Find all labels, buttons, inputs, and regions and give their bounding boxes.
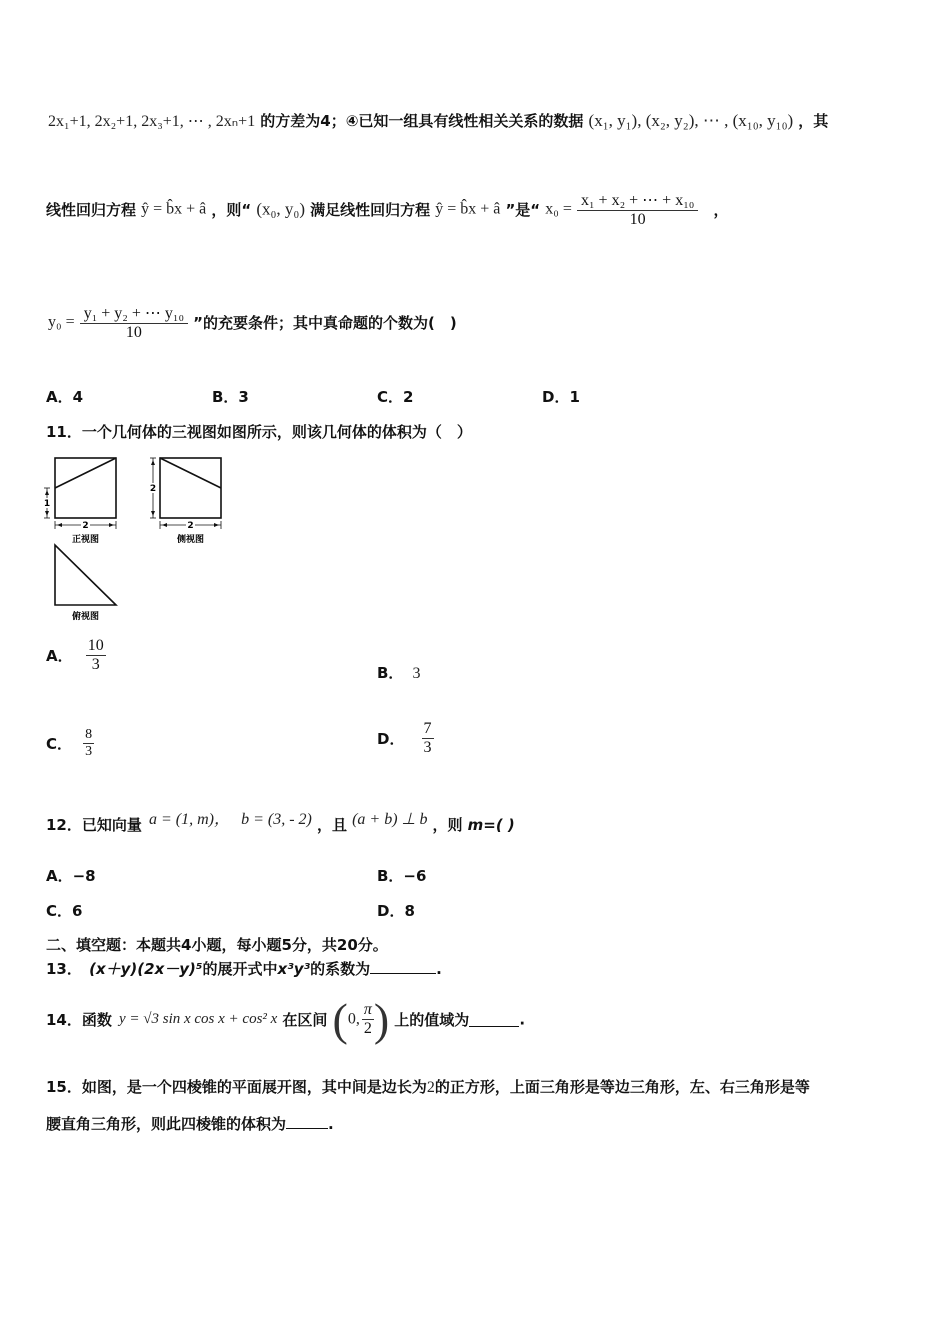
q10-line2-b: ，则“ (211, 201, 252, 219)
q11-stem: 11．一个几何体的三视图如图所示，则该几何体的体积为（ ） (46, 423, 472, 441)
q12-option-c[interactable]: C．6 (46, 902, 83, 920)
q15-line1-a: 15．如图，是一个四棱锥的平面展开图，其中间是边长为 (46, 1078, 427, 1096)
q14-interval: (0, $\frac{\pi}{2}$ ) (332, 994, 390, 1045)
q12-vector-b: b = (3, - 2) (241, 811, 312, 828)
q10-sequence: 2x₁+1, 2x₂+1, 2x₃+1, ⋯ , 2xₙ+1 (48, 113, 256, 130)
q13-expression: (x＋y)(2x－y)⁵ (89, 960, 203, 978)
q14-answer-blank[interactable] (469, 1012, 519, 1027)
q12-stem-b: ，且 (316, 816, 347, 834)
q10-point: (x₀, y₀) (256, 199, 305, 219)
q15-side-length: 2 (426, 1079, 435, 1096)
top-view (55, 545, 116, 622)
front-view (44, 458, 116, 545)
q14-end: . (519, 1010, 526, 1029)
q13-end: . (436, 960, 442, 978)
q15-line2-a: 腰直角三角形，则此四棱锥的体积为 (46, 1115, 287, 1133)
q11-option-a-num: 10 (87, 637, 104, 654)
q11-option-c[interactable] (46, 727, 94, 760)
q12-stem-d: m=( ) (467, 816, 515, 834)
q10-option-a[interactable]: A．4 (46, 388, 84, 406)
q15-line1 (46, 1076, 810, 1097)
q10-y0-lhs: y₀ = (48, 313, 75, 331)
q14-interval-num: π (363, 1001, 372, 1018)
q11-option-b[interactable] (377, 662, 421, 683)
q14-text-b: 上的值域为 (394, 1011, 470, 1029)
q10-y0-denominator: 10 (125, 324, 142, 341)
side-dim-height: 2 (149, 484, 157, 494)
q11-option-a[interactable] (46, 637, 106, 674)
top-view-label: 俯视图 (71, 612, 100, 622)
section2-title: 二、填空题：本题共4小题，每小题5分，共20分。 (46, 936, 388, 954)
q14-line (46, 993, 525, 1046)
q12-stem-c: ，则 (432, 816, 463, 834)
q15-line2 (46, 1113, 334, 1134)
q10-data-points: (x₁, y₁), (x₂, y₂), ⋯ , (x₁₀, y₁₀) (588, 111, 794, 130)
q15-line1-b: 的正方形，上面三角形是等边三角形，左、右三角形是等 (434, 1078, 810, 1096)
q10-x0-numerator: x₁ + x₂ + ⋯ + x₁₀ (577, 190, 698, 211)
q11-option-c-fraction (83, 727, 94, 760)
q10-line1 (48, 110, 828, 131)
q11-option-c-num: 8 (85, 727, 93, 742)
q11-option-b-value: 3 (412, 665, 421, 682)
q12-option-a[interactable]: A．−8 (46, 867, 96, 885)
q10-y0-numerator: y₁ + y₂ + ⋯ y₁₀ (80, 303, 188, 324)
side-view (149, 458, 221, 545)
three-view-figure (38, 450, 238, 625)
q10-option-d[interactable]: D．1 (542, 388, 580, 406)
front-dim-width: 2 (82, 521, 89, 531)
q13-term: x³y³ (277, 960, 311, 978)
q13-text-a: 的展开式中 (202, 960, 278, 978)
q10-option-b[interactable]: B．3 (212, 388, 249, 406)
q10-x0-lhs: x₀ = (545, 200, 572, 218)
q10-line1-end: ，其 (798, 112, 829, 130)
side-dim-width: 2 (187, 521, 194, 531)
q15-end: . (328, 1115, 334, 1133)
q12-option-d[interactable]: D．8 (377, 902, 415, 920)
q10-x0-denominator: 10 (629, 211, 646, 228)
side-view-label: 侧视图 (176, 535, 205, 545)
q10-line2-a: 线性回归方程 (46, 201, 137, 219)
q11-option-a-fraction (86, 637, 106, 674)
q10-regression-eq-2: ŷ = b̂x + â (435, 200, 501, 218)
q12-stem (46, 806, 515, 835)
q11-option-d[interactable] (377, 720, 434, 757)
q10-line2 (46, 190, 728, 229)
q15-answer-blank[interactable] (286, 1128, 328, 1129)
q14-text-a: 在区间 (282, 1011, 328, 1029)
q12-condition: (a + b) ⊥ b (352, 811, 428, 828)
q10-line3-text: ”的充要条件；其中真命题的个数为( ) (193, 314, 457, 332)
q12-vector-a: a = (1, m)， (148, 811, 230, 828)
q13-number: 13． (46, 960, 82, 978)
q13-text-b: 的系数为 (310, 960, 371, 978)
q11-option-d-den: 3 (423, 739, 432, 756)
q11-option-c-label: C． (46, 735, 73, 753)
q10-line2-c: 满足线性回归方程 (310, 201, 431, 219)
q13-line (46, 958, 442, 979)
q14-number: 14．函数 (46, 1011, 112, 1029)
q11-option-d-label: D． (377, 730, 405, 748)
q11-option-a-den: 3 (91, 656, 100, 673)
q11-option-a-label: A． (46, 647, 73, 665)
q13-answer-blank[interactable] (370, 973, 436, 974)
q10-line1-text: 的方差为4；④已知一组具有线性相关关系的数据 (260, 112, 584, 130)
q12-stem-a: 12．已知向量 (46, 816, 142, 834)
q14-interval-left: 0, (347, 1010, 360, 1028)
q14-interval-fraction (362, 1001, 374, 1038)
q14-function: y = √3 sin x cos x + cos² x (118, 1011, 278, 1027)
q10-x0-fraction (577, 190, 698, 229)
q10-line3 (48, 303, 457, 342)
q10-line2-end: ， (713, 201, 729, 219)
q11-option-d-fraction (422, 720, 434, 757)
q11-option-d-num: 7 (423, 720, 432, 737)
front-dim-height: 1 (43, 499, 51, 509)
q10-regression-eq-1: ŷ = b̂x + â (141, 200, 207, 218)
q10-y0-fraction (80, 303, 188, 342)
q14-interval-den: 2 (363, 1020, 372, 1037)
front-view-label: 正视图 (71, 535, 100, 545)
q11-option-b-label: B． (377, 664, 404, 682)
q12-option-b[interactable]: B．−6 (377, 867, 427, 885)
q10-option-c[interactable]: C．2 (377, 388, 414, 406)
q11-option-c-den: 3 (85, 744, 93, 759)
q10-line2-d: ”是“ (505, 201, 541, 219)
